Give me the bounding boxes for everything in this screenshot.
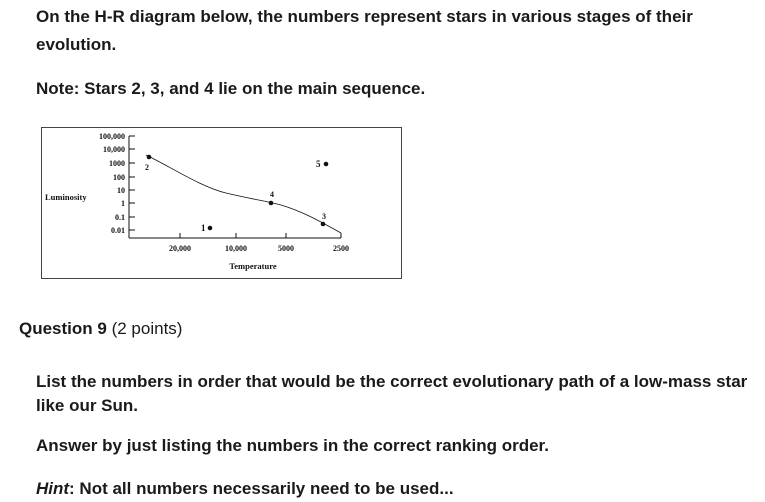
star-5 — [316, 159, 328, 169]
y-tick-label: 100,000 — [99, 132, 125, 141]
answer-instruction: Answer by just listing the numbers in the correct ranking order. — [36, 436, 549, 455]
x-axis-label: Temperature — [229, 261, 277, 271]
x-ticks — [169, 233, 349, 253]
star-2-dot — [147, 155, 152, 160]
x-tick-label: 5000 — [278, 244, 294, 253]
hint-label: Hint — [36, 479, 70, 498]
star-3 — [321, 212, 326, 226]
y-tick-label: 0.1 — [115, 213, 125, 222]
star-2 — [145, 155, 151, 172]
y-tick-label: 10,000 — [103, 145, 125, 154]
question-title: Question 9 — [19, 319, 107, 338]
x-tick-label: 2500 — [333, 244, 349, 253]
y-ticks — [99, 132, 135, 235]
star-3-dot — [321, 222, 326, 227]
y-axis-label: Luminosity — [45, 192, 87, 202]
star-4 — [269, 190, 274, 205]
star-4-label: 4 — [270, 190, 274, 199]
question-note: Note: Stars 2, 3, and 4 lie on the main sequence. — [36, 79, 426, 98]
question-points: (2 points) — [111, 319, 183, 338]
hint-text: : Not all numbers necessarily need to be used... — [69, 479, 454, 498]
star-3-label: 3 — [322, 212, 326, 221]
star-1 — [201, 223, 212, 233]
star-5-label: 5 — [316, 159, 321, 169]
star-5-dot — [324, 162, 329, 167]
question-header — [19, 317, 182, 341]
star-1-dot — [208, 226, 213, 231]
main-sequence-curve — [146, 155, 341, 233]
question-hint — [36, 476, 454, 502]
star-4-dot — [269, 201, 274, 206]
star-2-label: 2 — [145, 163, 149, 172]
y-tick-label: 0.01 — [111, 226, 125, 235]
question-body: List the numbers in order that would be the correct evolutionary path of a low-mass star like our Sun. — [36, 372, 748, 415]
y-tick-label: 10 — [117, 186, 125, 195]
x-tick-label: 20,000 — [169, 244, 191, 253]
question-intro: On the H-R diagram below, the numbers represent stars in various stages of their evolution. — [36, 7, 693, 54]
y-tick-label: 1 — [121, 199, 125, 208]
star-1-label: 1 — [201, 223, 206, 233]
hr-diagram — [41, 127, 402, 279]
y-tick-label: 1000 — [109, 159, 125, 168]
y-tick-label: 100 — [113, 173, 125, 182]
x-tick-label: 10,000 — [225, 244, 247, 253]
